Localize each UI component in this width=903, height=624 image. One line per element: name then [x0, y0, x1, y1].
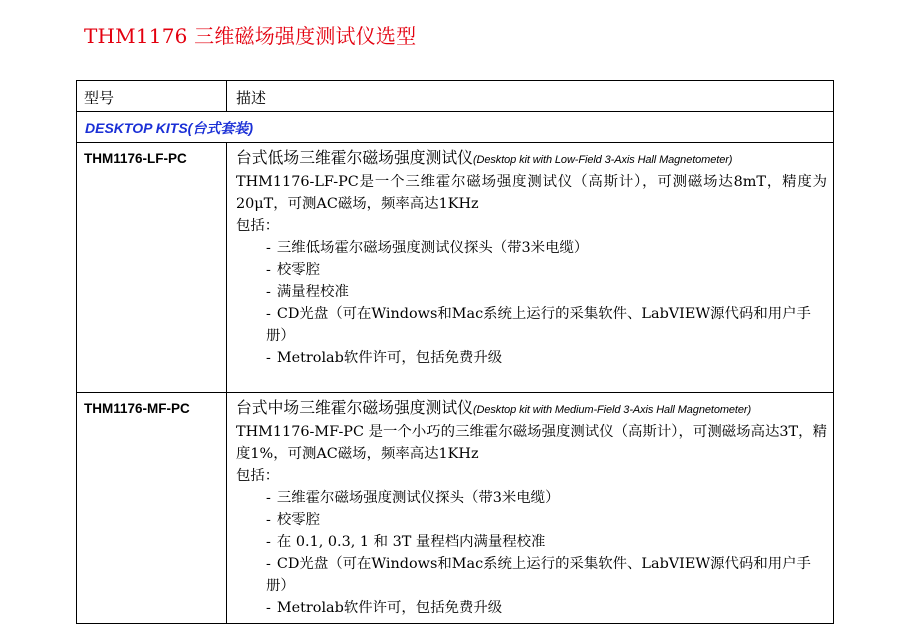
section-cell — [77, 112, 834, 143]
model-name: THM1176-LF-PC — [84, 151, 187, 166]
section-row — [77, 112, 834, 143]
section-title: DESKTOP KITS(台式套装) — [85, 120, 254, 136]
list-item: - 三维低场霍尔磁场强度测试仪探头（带3米电缆） — [266, 240, 589, 256]
list-item: - 校零腔 — [266, 262, 321, 278]
description-cell — [227, 143, 834, 393]
header-model-label: 型号 — [84, 89, 115, 107]
product-name-en: (Desktop kit with Medium-Field 3-Axis Hall Magnetometer) — [472, 404, 752, 416]
list-item: - 校零腔 — [266, 512, 321, 528]
model-cell — [77, 393, 227, 624]
includes-label: 包括： — [236, 468, 280, 484]
product-intro: THM1176-LF-PC是一个三维霍尔磁场强度测试仪（高斯计），可测磁场达8mT，精度为20μT，可测AC磁场，频率高达1KHz — [236, 174, 827, 212]
product-name-cn: 台式中场三维霍尔磁场强度测试仪 — [236, 398, 473, 417]
product-name-cn: 台式低场三维霍尔磁场强度测试仪 — [236, 148, 473, 167]
page-title: THM1176 三维磁场强度测试仪选型 — [84, 24, 417, 48]
model-cell — [77, 143, 227, 393]
product-intro: THM1176-MF-PC 是一个小巧的三维霍尔磁场强度测试仪（高斯计），可测磁场高达3T，精度1%，可测AC磁场，频率高达1KHz — [236, 424, 827, 462]
list-item: - CD光盘（可在Windows和Mac系统上运行的采集软件、LabVIEW源代码和用户手册） — [266, 306, 811, 344]
includes-label: 包括： — [236, 218, 280, 234]
includes-list — [236, 237, 827, 369]
includes-list — [236, 487, 827, 619]
list-item: - 满量程校准 — [266, 284, 349, 300]
list-item: - Metrolab软件许可，包括免费升级 — [266, 350, 503, 366]
list-item: - 在 0.1, 0.3, 1 和 3T 量程档内满量程校准 — [266, 534, 546, 550]
model-name: THM1176-MF-PC — [84, 401, 190, 416]
product-name-en: (Desktop kit with Low-Field 3-Axis Hall Magnetometer) — [472, 154, 733, 166]
list-item: - CD光盘（可在Windows和Mac系统上运行的采集软件、LabVIEW源代码和用户手册） — [266, 556, 811, 594]
header-model — [77, 81, 227, 112]
model-selection-table — [76, 80, 834, 624]
description-cell — [227, 393, 834, 624]
table-row — [77, 393, 834, 624]
table-row — [77, 143, 834, 393]
table-header-row — [77, 81, 834, 112]
list-item: - Metrolab软件许可，包括免费升级 — [266, 600, 503, 616]
header-description — [227, 81, 834, 112]
list-item: - 三维霍尔磁场强度测试仪探头（带3米电缆） — [266, 490, 560, 506]
header-description-label: 描述 — [236, 89, 267, 107]
